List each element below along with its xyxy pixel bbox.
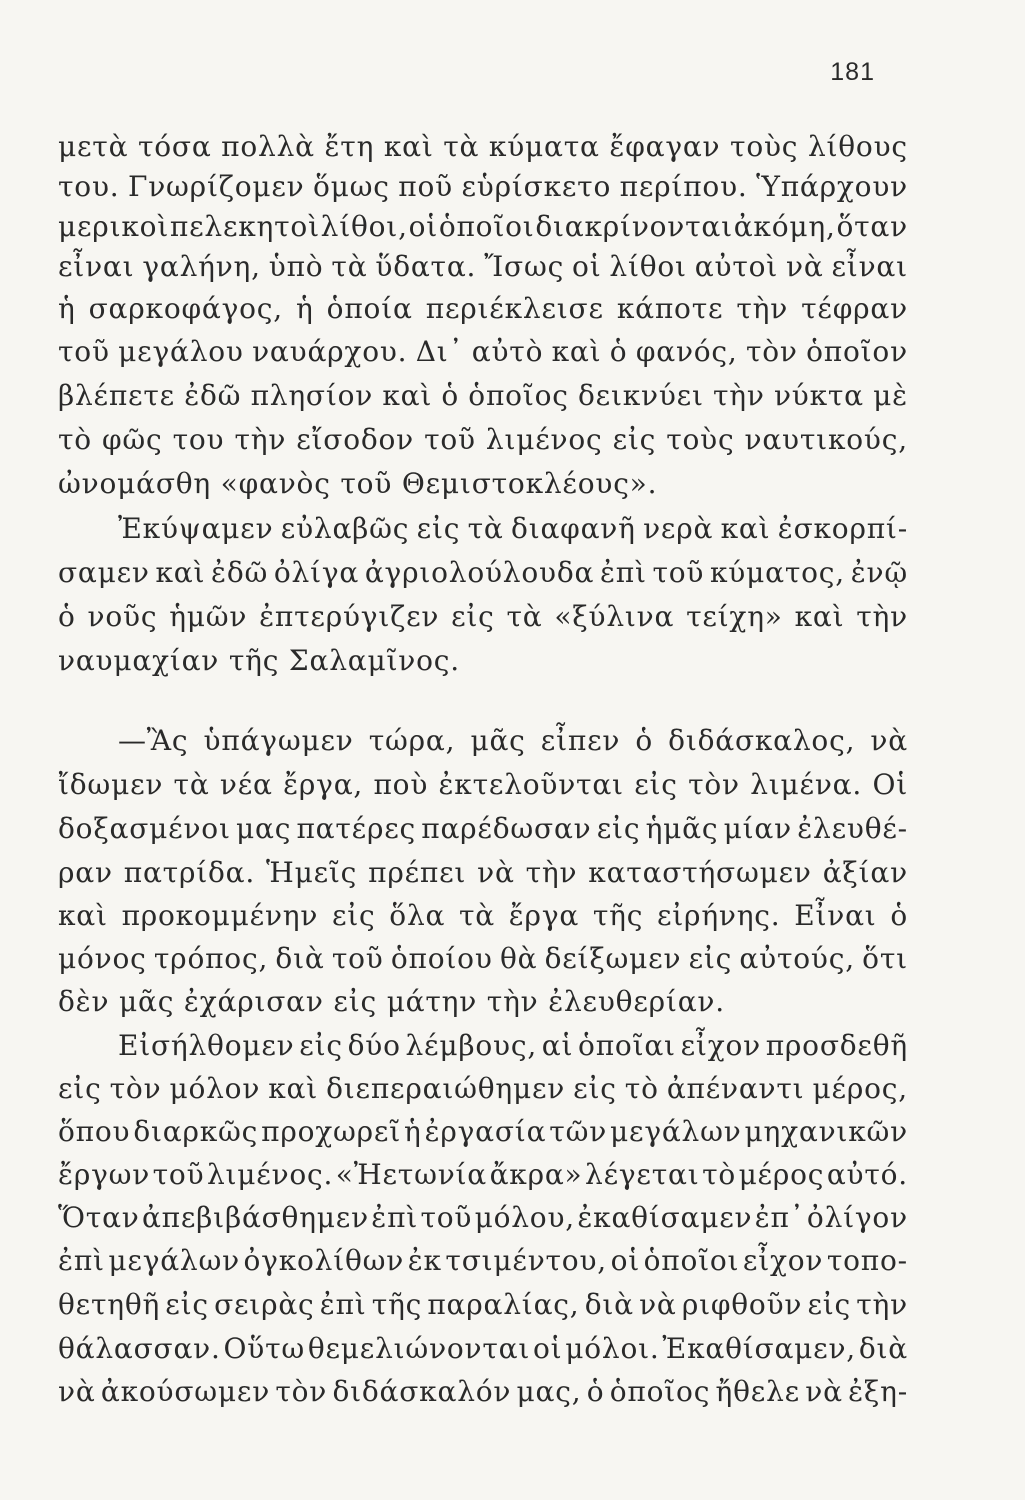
word: διακρίνονται bbox=[535, 210, 733, 243]
word: λίθοι bbox=[609, 250, 687, 283]
word: πρέπει bbox=[368, 856, 467, 889]
word: καὶ bbox=[794, 600, 845, 633]
word: διὰ bbox=[858, 1332, 908, 1365]
word: νὰ bbox=[805, 1375, 843, 1408]
word: του bbox=[172, 423, 225, 456]
word: γαλήνη, bbox=[142, 250, 261, 283]
word: τοὺς bbox=[730, 130, 799, 163]
word: τοῦ bbox=[652, 556, 705, 589]
word: μεγάλων bbox=[108, 1244, 240, 1277]
word: τόσα bbox=[137, 130, 212, 163]
word: τὴν bbox=[234, 423, 287, 456]
word: ἀπεβιβάσθημεν bbox=[141, 1201, 369, 1234]
word: φῶς bbox=[102, 423, 163, 456]
text-line bbox=[58, 641, 908, 681]
word: μερικοὶ bbox=[58, 210, 170, 243]
word: προκομμένην bbox=[121, 899, 319, 932]
text-line bbox=[58, 1112, 908, 1152]
word: «Ἠετωνία bbox=[335, 1158, 488, 1191]
word: ἀγριολούλουδα bbox=[364, 556, 595, 589]
word: ἐπτερύγιζεν bbox=[259, 600, 440, 633]
word: αὐτούς, bbox=[739, 942, 855, 975]
word: ὁποῖος bbox=[609, 1375, 711, 1408]
word: τὸν bbox=[109, 1072, 162, 1105]
text-line bbox=[58, 597, 908, 637]
word: αὐτοὶ bbox=[694, 250, 779, 283]
word: ὁ bbox=[441, 379, 460, 412]
word: μᾶς bbox=[119, 985, 175, 1018]
word: νὰ bbox=[870, 724, 908, 757]
word: αἱ bbox=[541, 1029, 574, 1062]
text-line bbox=[58, 1241, 908, 1281]
word: εἰς bbox=[299, 1029, 343, 1062]
text-line bbox=[58, 853, 908, 893]
word: σαμεν bbox=[58, 556, 150, 589]
text-line bbox=[58, 464, 908, 504]
word: ἴδωμεν bbox=[58, 768, 164, 801]
word: ἐπὶ bbox=[599, 556, 647, 589]
word: τὰ bbox=[443, 130, 480, 163]
text-line bbox=[58, 982, 908, 1022]
word: μόλον bbox=[169, 1072, 261, 1105]
word: τὴν bbox=[736, 292, 789, 325]
word: λιμένος bbox=[485, 423, 603, 456]
word: εἴσοδον bbox=[296, 423, 414, 456]
word: τείχη» bbox=[686, 600, 783, 633]
word: κύματα bbox=[488, 130, 600, 163]
word: πατέρες bbox=[296, 812, 416, 845]
text-line bbox=[58, 289, 908, 329]
word: τὸν bbox=[275, 1375, 328, 1408]
word: Εἶναι bbox=[794, 899, 877, 932]
word: ναυτικούς, bbox=[744, 423, 908, 456]
word: διαφανῆ bbox=[511, 512, 636, 545]
word: μας, bbox=[516, 1375, 582, 1408]
paragraph-start-line bbox=[118, 509, 908, 549]
word: ἐδῶ bbox=[211, 556, 269, 589]
word: περιέκλεισε bbox=[425, 292, 604, 325]
word: νέα bbox=[219, 768, 273, 801]
word: δύο bbox=[347, 1029, 401, 1062]
word: οἱ bbox=[532, 1332, 563, 1365]
word: διὰ bbox=[275, 942, 325, 975]
word: μὲ bbox=[873, 379, 908, 412]
word: νύκτα bbox=[773, 379, 864, 412]
text-line bbox=[58, 1285, 908, 1325]
word: τῆς bbox=[371, 1288, 423, 1321]
word: εἰς bbox=[688, 942, 733, 975]
word: μᾶς bbox=[470, 724, 526, 757]
word: ποῦ bbox=[398, 170, 453, 203]
word: ἀκόμη, bbox=[733, 210, 836, 243]
word: ὀλίγον bbox=[806, 1201, 908, 1234]
word: ἔτη bbox=[324, 130, 375, 163]
word: «φανὸς bbox=[220, 467, 331, 500]
word: καὶ bbox=[382, 379, 433, 412]
word: πλησίον bbox=[250, 379, 374, 412]
word: κύματος, bbox=[710, 556, 845, 589]
word: εἶναι bbox=[831, 250, 908, 283]
word: ὁ bbox=[635, 724, 654, 757]
word: αὐτὸ bbox=[471, 335, 544, 368]
text-line bbox=[58, 376, 908, 416]
word: ὀγκολίθων bbox=[243, 1244, 405, 1277]
word: τὰ bbox=[173, 768, 210, 801]
word: μόλοι. bbox=[565, 1332, 660, 1365]
page-number: 181 bbox=[830, 58, 875, 86]
text-line bbox=[58, 207, 908, 247]
word: εἶπεν bbox=[540, 724, 621, 757]
word: Οὕτω bbox=[223, 1332, 306, 1365]
word: τοὺς bbox=[666, 423, 735, 456]
word: καὶ bbox=[268, 1072, 319, 1105]
dialogue-start-line bbox=[118, 721, 908, 761]
word: θάλασσαν. bbox=[58, 1332, 221, 1365]
text-line bbox=[58, 1329, 908, 1369]
word: ὁ bbox=[586, 1375, 605, 1408]
word: νὰ bbox=[786, 250, 824, 283]
word: διεπεραιώθημεν bbox=[326, 1072, 566, 1105]
word: εἰς bbox=[612, 423, 657, 456]
word: νὰ bbox=[58, 1375, 96, 1408]
text-line bbox=[58, 1069, 908, 1109]
word: τοῦ bbox=[152, 1158, 205, 1191]
word: δεικνύει bbox=[577, 379, 704, 412]
word: πελεκητοὶ bbox=[169, 210, 320, 243]
word: ὁποίου bbox=[390, 942, 493, 975]
word: διὰ bbox=[584, 1288, 634, 1321]
word: νοῦς bbox=[87, 600, 158, 633]
word: ἐκ bbox=[407, 1244, 442, 1277]
word: αὐτό. bbox=[826, 1158, 908, 1191]
word: καὶ bbox=[58, 899, 108, 932]
word: μόλου, bbox=[474, 1201, 575, 1234]
word: ἔφαγαν bbox=[609, 130, 721, 163]
word: Ὑπάρχουν bbox=[756, 170, 908, 203]
word: ὅλα bbox=[389, 899, 446, 932]
word: εἰς bbox=[634, 768, 678, 801]
word: Ἡμεῖς bbox=[266, 856, 358, 889]
word: εἰς bbox=[451, 600, 495, 633]
word: μάτην bbox=[386, 985, 478, 1018]
word: ἐκαθίσαμεν bbox=[577, 1201, 753, 1234]
word: εἰς bbox=[596, 812, 641, 845]
word: «ξύλινα bbox=[554, 600, 675, 633]
word: μεγάλου bbox=[118, 335, 244, 368]
word: ὀλίγα bbox=[273, 556, 360, 589]
word: μεγάλων bbox=[610, 1115, 742, 1148]
word: ἔργα, bbox=[283, 768, 364, 801]
word: τὰ bbox=[458, 899, 495, 932]
word: τοῦ bbox=[420, 1201, 473, 1234]
word: κάποτε bbox=[616, 292, 724, 325]
text-line bbox=[58, 809, 908, 849]
word: θετηθῆ bbox=[58, 1288, 161, 1321]
word: τοῦ bbox=[331, 942, 384, 975]
word: Εἰσήλθομεν bbox=[118, 1029, 295, 1062]
word: ὁποῖον bbox=[806, 335, 908, 368]
word: τώρα, bbox=[368, 724, 456, 757]
word: τὸ bbox=[624, 1072, 659, 1105]
word: προχωρεῖ bbox=[261, 1115, 402, 1148]
word: διδάσκαλόν bbox=[332, 1375, 512, 1408]
text-line bbox=[58, 127, 908, 167]
word: νὰ bbox=[639, 1288, 677, 1321]
word: οἱ bbox=[408, 210, 439, 243]
word: ὁ bbox=[609, 335, 628, 368]
word: εἰς bbox=[165, 1288, 209, 1321]
word: τοπο- bbox=[826, 1244, 908, 1277]
word: ἐκτελοῦνται bbox=[438, 768, 624, 801]
text-line bbox=[58, 1155, 908, 1195]
word: ὕδατα. bbox=[375, 250, 477, 283]
word: λιμένα. bbox=[750, 768, 863, 801]
word: Ὅταν bbox=[58, 1201, 140, 1234]
word: ἄκρα» bbox=[489, 1158, 583, 1191]
word: ἐπὶ bbox=[319, 1288, 367, 1321]
word: λέμβους, bbox=[405, 1029, 538, 1062]
word: τοῦ bbox=[424, 423, 476, 456]
word: μετὰ bbox=[58, 130, 129, 163]
word: δὲν bbox=[58, 985, 110, 1018]
word: ἡμᾶς bbox=[645, 812, 719, 845]
word: ἀκούσωμεν bbox=[100, 1375, 271, 1408]
word: εἰρήνης. bbox=[656, 899, 781, 932]
word: καὶ bbox=[720, 512, 771, 545]
word: ἐπ᾽ bbox=[754, 1201, 805, 1234]
word: εἶχον bbox=[680, 1029, 761, 1062]
word: οἱ bbox=[610, 1244, 640, 1277]
word: ἐδῶ bbox=[184, 379, 242, 412]
word: τὰ bbox=[467, 512, 504, 545]
word: τὴν bbox=[856, 600, 908, 633]
word: Ἴσως bbox=[484, 250, 565, 283]
word: τῆς bbox=[228, 644, 280, 677]
word: ὠνομάσθη bbox=[58, 467, 211, 500]
word: δοξασμένοι bbox=[58, 812, 231, 845]
word: ὅταν bbox=[836, 210, 908, 243]
word: τὴν bbox=[486, 985, 539, 1018]
word: καὶ bbox=[155, 556, 206, 589]
text-line bbox=[58, 247, 908, 287]
word: ἔργων bbox=[58, 1158, 151, 1191]
word: πολλὰ bbox=[221, 130, 315, 163]
word: ἐπὶ bbox=[58, 1244, 105, 1277]
word: μας bbox=[235, 812, 292, 845]
word: ἐλευθέ- bbox=[797, 812, 908, 845]
word: εἰς bbox=[333, 985, 377, 1018]
word: λιμένος. bbox=[206, 1158, 334, 1191]
word: φανός, bbox=[635, 335, 738, 368]
word: ὁ bbox=[890, 899, 908, 932]
word: εὑρίσκετο bbox=[461, 170, 612, 203]
word: τέφραν bbox=[801, 292, 908, 325]
word: περίπου. bbox=[619, 170, 748, 203]
word: τσιμέντου, bbox=[445, 1244, 607, 1277]
word: τοῦ bbox=[58, 335, 110, 368]
paragraph-start-line bbox=[118, 1026, 908, 1066]
word: τὴν bbox=[856, 1288, 908, 1321]
word: διδάσκαλος, bbox=[668, 724, 856, 757]
word: νὰ bbox=[477, 856, 515, 889]
word: ἐλευθερίαν. bbox=[548, 985, 725, 1018]
word: Ἐκύψαμεν bbox=[118, 512, 274, 545]
text-line bbox=[58, 896, 908, 936]
word: Σαλαμῖνος. bbox=[288, 644, 460, 677]
word: ναυμαχίαν bbox=[58, 644, 220, 677]
word: λίθοι, bbox=[320, 210, 408, 243]
word: ὑπὸ bbox=[268, 250, 324, 283]
word: ἤθελε bbox=[715, 1375, 800, 1408]
word: εἰς bbox=[416, 512, 461, 545]
word: τὴν bbox=[713, 379, 765, 412]
word: Δι᾽ bbox=[415, 335, 464, 368]
text-line bbox=[58, 1372, 908, 1412]
word: ὅμως bbox=[313, 170, 390, 203]
word: του. bbox=[58, 170, 120, 203]
word: μόνος bbox=[58, 942, 147, 975]
word: θεμελιώνονται bbox=[307, 1332, 531, 1365]
word: ραν bbox=[58, 856, 113, 889]
word: ἡ bbox=[296, 292, 314, 325]
word: Ἐκαθίσαμεν, bbox=[662, 1332, 856, 1365]
word: λέγεται bbox=[585, 1158, 700, 1191]
word: ὁποῖαι bbox=[578, 1029, 676, 1062]
word: διαρκῶς bbox=[133, 1115, 259, 1148]
word: εἶναι bbox=[58, 250, 135, 283]
word: ἡμῶν bbox=[169, 600, 248, 633]
word: θὰ bbox=[499, 942, 538, 975]
text-line bbox=[58, 332, 908, 372]
word: παρέδωσαν bbox=[421, 812, 592, 845]
word: ἐργασία bbox=[424, 1115, 547, 1148]
word: Οἱ bbox=[872, 768, 908, 801]
word: —Ἂς bbox=[118, 724, 189, 757]
word: εἰς bbox=[807, 1288, 852, 1321]
word: εἰς bbox=[573, 1072, 617, 1105]
word: τῶν bbox=[549, 1115, 608, 1148]
word: οἱ bbox=[572, 250, 602, 283]
word: Γνωρίζομεν bbox=[128, 170, 305, 203]
word: ἐχάρισαν bbox=[183, 985, 324, 1018]
word: τὸν bbox=[745, 335, 798, 368]
word: μίαν bbox=[723, 812, 792, 845]
word: λίθους bbox=[807, 130, 908, 163]
word: δείξωμεν bbox=[544, 942, 682, 975]
word: ὁποῖος bbox=[468, 379, 569, 412]
word: μέρος bbox=[738, 1158, 825, 1191]
word: ἐπὶ bbox=[371, 1201, 419, 1234]
word: μηχανικῶν bbox=[744, 1115, 908, 1148]
word: τὰ bbox=[331, 250, 368, 283]
word: ποὺ bbox=[373, 768, 429, 801]
word: ἀπέναντι bbox=[666, 1072, 805, 1105]
word: ἀξίαν bbox=[822, 856, 908, 889]
word: σαρκοφάγος, bbox=[88, 292, 283, 325]
word: νερὰ bbox=[643, 512, 714, 545]
word: ὅπου bbox=[58, 1115, 131, 1148]
word: ἐσκορπί- bbox=[777, 512, 908, 545]
word: τὴν bbox=[525, 856, 578, 889]
word: εὐλαβῶς bbox=[280, 512, 410, 545]
word: μέρος, bbox=[812, 1072, 908, 1105]
text-line bbox=[58, 167, 908, 207]
word: ὁποία bbox=[326, 292, 413, 325]
word: ναυάρχου. bbox=[252, 335, 408, 368]
word: ὅτι bbox=[862, 942, 908, 975]
text-line bbox=[58, 1198, 908, 1238]
word: ἐνῷ bbox=[850, 556, 908, 589]
word: καὶ bbox=[551, 335, 602, 368]
word: πατρίδα. bbox=[123, 856, 256, 889]
word: εἰς bbox=[331, 899, 376, 932]
word: σειρὰς bbox=[214, 1288, 315, 1321]
word: ὁ bbox=[58, 600, 76, 633]
text-line bbox=[58, 765, 908, 805]
text-line bbox=[58, 939, 908, 979]
word: ὁποῖοι bbox=[643, 1244, 740, 1277]
word: τοῦ bbox=[340, 467, 393, 500]
word: εἶχον bbox=[742, 1244, 824, 1277]
word: ὁποῖοι bbox=[438, 210, 535, 243]
word: παραλίας, bbox=[427, 1288, 580, 1321]
word: εἰς bbox=[58, 1072, 102, 1105]
text-line bbox=[58, 420, 908, 460]
word: τὸ bbox=[702, 1158, 737, 1191]
word: ἡ bbox=[58, 292, 76, 325]
word: ἐξη- bbox=[848, 1375, 908, 1408]
word: Θεμιστοκλέους». bbox=[401, 467, 658, 500]
word: τὰ bbox=[506, 600, 543, 633]
word: τρόπος, bbox=[153, 942, 269, 975]
word: ἔργα bbox=[508, 899, 580, 932]
word: ἡ bbox=[404, 1115, 422, 1148]
word: τῆς bbox=[592, 899, 644, 932]
word: καταστήσωμεν bbox=[588, 856, 812, 889]
word: τὸ bbox=[58, 423, 92, 456]
word: τὸν bbox=[688, 768, 740, 801]
text-line bbox=[58, 553, 908, 593]
word: προσδεθῆ bbox=[765, 1029, 908, 1062]
word: βλέπετε bbox=[58, 379, 175, 412]
word: ριφθοῦν bbox=[681, 1288, 803, 1321]
word: καὶ bbox=[383, 130, 434, 163]
word: ὑπάγωμεν bbox=[203, 724, 354, 757]
